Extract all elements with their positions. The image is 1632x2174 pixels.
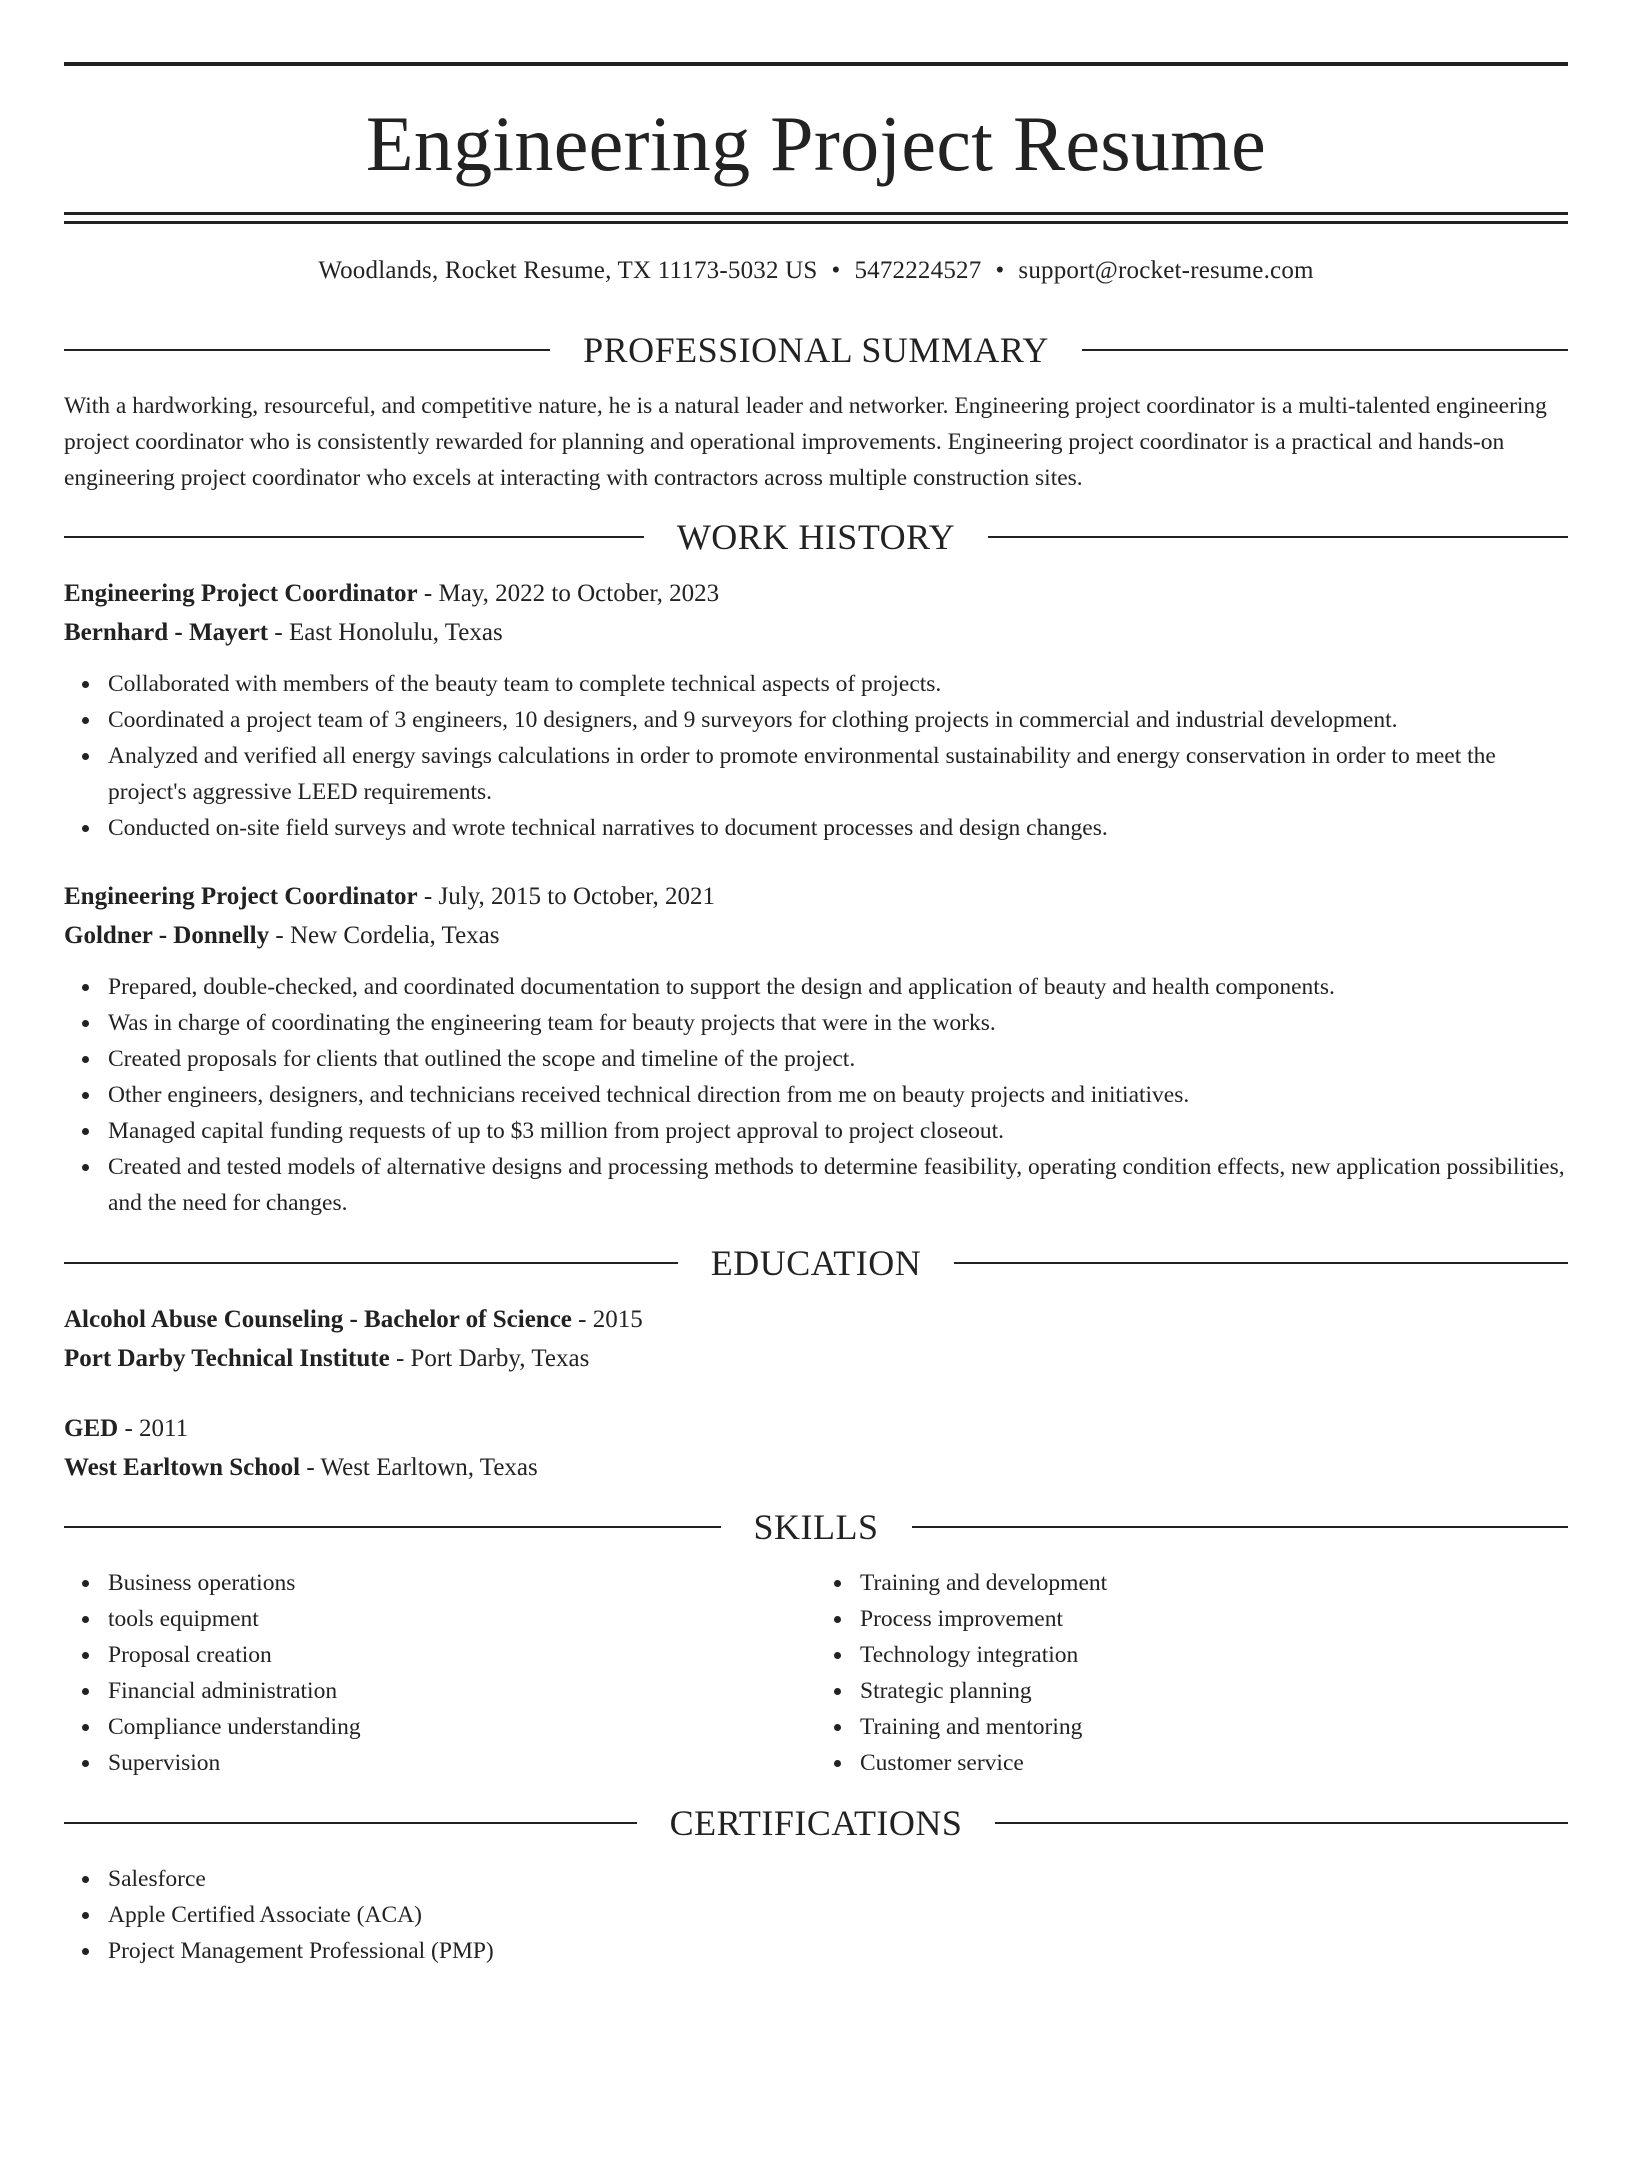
list-item: Created proposals for clients that outlined the scope and timeline of the project. xyxy=(108,1041,1568,1077)
list-item: Managed capital funding requests of up to $3 million from project approval to project closeout. xyxy=(108,1113,1568,1149)
heading-rule xyxy=(64,1262,678,1264)
section-heading-skills xyxy=(64,1509,1568,1545)
job-company-line xyxy=(64,916,1568,955)
section-title: SKILLS xyxy=(753,1507,879,1547)
contact-line xyxy=(64,258,1568,283)
job-bullets xyxy=(64,666,1568,846)
heading-rule xyxy=(64,349,550,351)
job-title: Engineering Project Coordinator xyxy=(64,883,418,910)
job-dates: - May, 2022 to October, 2023 xyxy=(423,580,720,607)
contact-separator: • xyxy=(995,257,1005,284)
heading-rule xyxy=(954,1262,1568,1264)
section-heading-work xyxy=(64,519,1568,555)
list-item: Compliance understanding xyxy=(108,1709,816,1745)
list-item: Analyzed and verified all energy savings calculations in order to promote environmental sustainability and energy conservation in order to meet the project's aggressive LEED requirements. xyxy=(108,738,1568,810)
heading-rule xyxy=(64,1822,637,1824)
list-item: Training and development xyxy=(860,1565,1568,1601)
list-item: Customer service xyxy=(860,1745,1568,1781)
resume-page xyxy=(0,62,1632,2174)
section-title: PROFESSIONAL SUMMARY xyxy=(583,330,1049,370)
section-title: EDUCATION xyxy=(710,1243,922,1283)
heading-rule xyxy=(912,1526,1569,1528)
list-item: Other engineers, designers, and technicians received technical direction from me on beauty projects and initiatives. xyxy=(108,1077,1568,1113)
heading-rule xyxy=(988,536,1568,538)
list-item: Salesforce xyxy=(108,1861,1568,1897)
job-company: Goldner - Donnelly xyxy=(64,922,270,949)
list-item: Coordinated a project team of 3 engineers, 10 designers, and 9 surveyors for clothing projects in commercial and industrial development. xyxy=(108,702,1568,738)
degree: Alcohol Abuse Counseling - Bachelor of Science xyxy=(64,1306,572,1333)
list-item: Project Management Professional (PMP) xyxy=(108,1933,1568,1969)
job-location: - East Honolulu, Texas xyxy=(274,619,503,646)
list-item: Collaborated with members of the beauty team to complete technical aspects of projects. xyxy=(108,666,1568,702)
heading-rule xyxy=(1082,349,1568,351)
degree-year: - 2015 xyxy=(578,1306,643,1333)
list-item: Supervision xyxy=(108,1745,816,1781)
school: Port Darby Technical Institute xyxy=(64,1345,390,1372)
school: West Earltown School xyxy=(64,1454,301,1481)
list-item: Technology integration xyxy=(860,1637,1568,1673)
resume-title: Engineering Project Resume xyxy=(365,100,1267,187)
job-location: - New Cordelia, Texas xyxy=(275,922,500,949)
job-bullets xyxy=(64,969,1568,1221)
list-item: Proposal creation xyxy=(108,1637,816,1673)
heading-rule xyxy=(64,1526,721,1528)
title-double-rule xyxy=(64,212,1568,224)
education-entry xyxy=(64,1409,1568,1487)
section-heading-certifications xyxy=(64,1805,1568,1841)
list-item: Apple Certified Associate (ACA) xyxy=(108,1897,1568,1933)
section-heading-summary xyxy=(64,332,1568,368)
list-item: Business operations xyxy=(108,1565,816,1601)
job-entry xyxy=(64,877,1568,1221)
school-location: - Port Darby, Texas xyxy=(395,1345,590,1372)
section-heading-education xyxy=(64,1245,1568,1281)
contact-email: support@rocket-resume.com xyxy=(1018,257,1314,284)
section-title: WORK HISTORY xyxy=(676,517,956,557)
degree-year: - 2011 xyxy=(124,1415,189,1442)
list-item: Training and mentoring xyxy=(860,1709,1568,1745)
degree: GED xyxy=(64,1415,119,1442)
job-title-line xyxy=(64,877,1568,916)
contact-phone: 5472224527 xyxy=(854,257,982,284)
summary-text: With a hardworking, resourceful, and competitive nature, he is a natural leader and networker. Engineering project coordinator is a multi-talented engineering project coordinator who is consistently rewarded for planning and operational improvements. Engineering project coordinator is a practical and hands-on engineering project coordinator who excels at interacting with contractors across multiple construction sites. xyxy=(64,393,1547,491)
certifications-list xyxy=(64,1861,1568,1969)
list-item: Prepared, double-checked, and coordinated documentation to support the design and application of beauty and health components. xyxy=(108,969,1568,1005)
job-company-line xyxy=(64,613,1568,652)
job-entry xyxy=(64,574,1568,846)
list-item: Was in charge of coordinating the engineering team for beauty projects that were in the works. xyxy=(108,1005,1568,1041)
list-item: tools equipment xyxy=(108,1601,816,1637)
school-line xyxy=(64,1448,1568,1487)
skills-columns xyxy=(64,1565,1568,1781)
job-dates: - July, 2015 to October, 2021 xyxy=(423,883,715,910)
degree-line xyxy=(64,1300,1568,1339)
list-item: Financial administration xyxy=(108,1673,816,1709)
list-item: Created and tested models of alternative designs and processing methods to determine feasibility, operating condition effects, new application possibilities, and the need for changes. xyxy=(108,1149,1568,1221)
job-title: Engineering Project Coordinator xyxy=(64,580,418,607)
job-title-line xyxy=(64,574,1568,613)
section-title: CERTIFICATIONS xyxy=(669,1803,963,1843)
job-company: Bernhard - Mayert xyxy=(64,619,269,646)
school-line xyxy=(64,1339,1568,1378)
top-rule xyxy=(64,62,1568,66)
heading-rule xyxy=(995,1822,1568,1824)
list-item: Conducted on-site field surveys and wrote technical narratives to document processes and design changes. xyxy=(108,810,1568,846)
skills-list-left xyxy=(64,1565,816,1781)
list-item: Strategic planning xyxy=(860,1673,1568,1709)
education-entry xyxy=(64,1300,1568,1378)
skills-list-right xyxy=(816,1565,1568,1781)
school-location: - West Earltown, Texas xyxy=(306,1454,538,1481)
degree-line xyxy=(64,1409,1568,1448)
contact-separator: • xyxy=(831,257,841,284)
contact-address: Woodlands, Rocket Resume, TX 11173-5032 US xyxy=(318,257,818,284)
list-item: Process improvement xyxy=(860,1601,1568,1637)
heading-rule xyxy=(64,536,644,538)
